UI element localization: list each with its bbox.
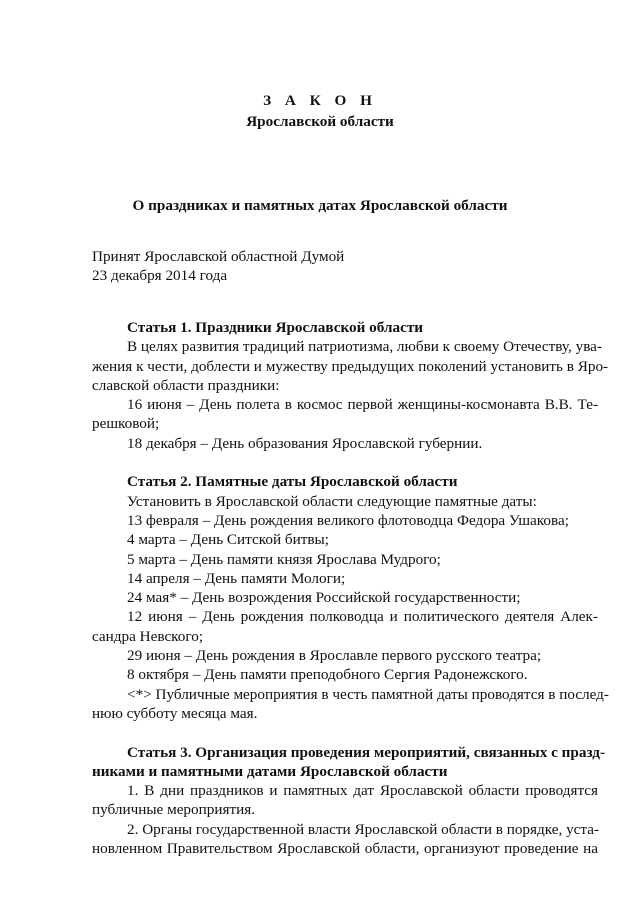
article-1-heading: Статья 1. Праздники Ярославской области — [127, 319, 424, 336]
article-2-line: 4 марта – День Ситской битвы; — [127, 531, 329, 549]
article-1-line: жения к чести, доблести и мужеству предыдущих поколений установить в Яро- — [92, 357, 609, 375]
article-2-footnote: нюю субботу месяца мая. — [92, 704, 258, 722]
article-2-heading: Статья 2. Памятные даты Ярославской области — [127, 473, 458, 491]
article-2-line: 5 марта – День памяти князя Ярослава Мудрого; — [127, 550, 441, 568]
adoption-body: Принят Ярославской областной Думой — [92, 248, 345, 265]
article-3-line: 1. В дни праздников и памятных дат Ярославской области проводятся — [127, 782, 598, 800]
article-1-line: решковой; — [92, 415, 160, 433]
article-2-line: 14 апреля – День памяти Мологи; — [127, 569, 346, 587]
document-body — [92, 318, 609, 858]
article-3-line: 2. Органы государственной власти Ярославской области в порядке, уста- — [127, 820, 600, 838]
article-2-line: 12 июня – День рождения полководца и политического деятеля Алек- — [127, 608, 598, 626]
article-2-line: 13 февраля – День рождения великого флотоводца Федора Ушакова; — [127, 511, 569, 529]
law-title: О праздниках и памятных датах Ярославской области — [132, 197, 508, 214]
article-2-line: Установить в Ярославской области следующие памятные даты: — [127, 492, 537, 510]
document-region: Ярославской области — [246, 113, 394, 130]
adoption-date: 23 декабря 2014 года — [92, 267, 228, 285]
article-2-line: 24 мая* – День возрождения Российской государственности; — [127, 589, 521, 607]
article-2-line: сандра Невского; — [92, 627, 204, 645]
article-1-line: 18 декабря – День образования Ярославской губернии. — [127, 434, 483, 452]
article-2-footnote: <*> Публичные мероприятия в честь памятной даты проводятся в послед- — [127, 685, 609, 703]
article-1-line: славской области праздники: — [92, 376, 280, 394]
article-2-line: 29 июня – День рождения в Ярославле первого русского театра; — [127, 647, 542, 665]
article-3-line: новленном Правительством Ярославской области, организуют проведение на — [92, 840, 598, 858]
article-3-heading: Статья 3. Организация проведения мероприятий, связанных с празд- — [127, 743, 606, 761]
article-3-heading: никами и памятными датами Ярославской области — [92, 762, 448, 780]
article-1-line: В целях развития традиций патриотизма, любви к своему Отечеству, ува- — [127, 338, 602, 356]
article-1-line: 16 июня – День полета в космос первой женщины-космонавта В.В. Те- — [127, 396, 598, 414]
article-3-line: публичные мероприятия. — [92, 801, 256, 819]
document-type: З А К О Н — [263, 92, 377, 109]
article-2-line: 8 октября – День памяти преподобного Сергия Радонежского. — [127, 666, 528, 684]
adoption-info — [92, 247, 344, 286]
